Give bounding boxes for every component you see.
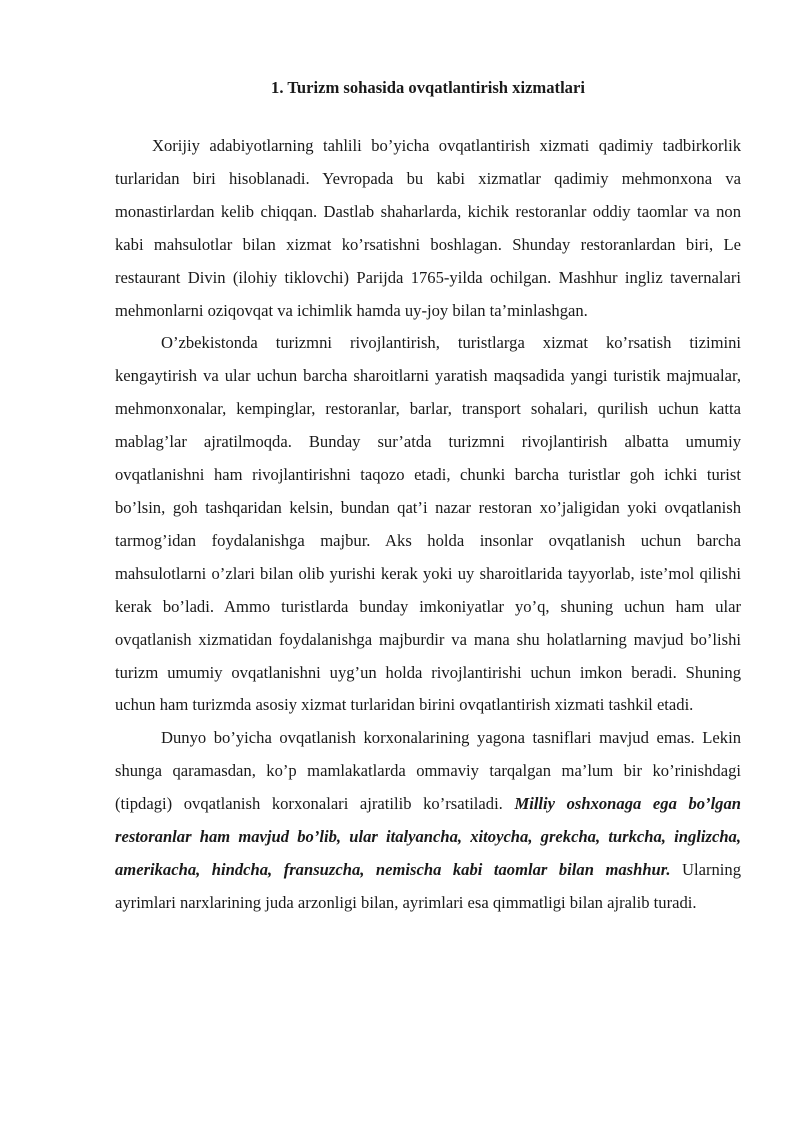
paragraph-classification: [115, 722, 741, 919]
paragraph-history: Xorijiy adabiyotlarning tahlili bo’yicha ovqatlantirish xizmati qadimiy tadbirkorlik turlaridan biri hisoblanadi. Yevropada bu kabi xizmatlar qadimiy mehmonxona va monastirlardan kelib chiqqan. Dastlab shaharlarda, kichik restoranlar oddiy taomlar va non kabi mahsulotlar bilan xizmat ko’rsatishni boshlagan. Shunday restoranlardan biri, Le restaurant Divin (ilohiy tiklovchi) Parijda 1765-yilda ochilgan. Mashhur ingliz tavernalari mehmonlarni oziqovqat va ichimlik hamda uy-joy bilan ta’minlashgan.: [115, 136, 741, 320]
paragraph-uzbekistan: O’zbekistonda turizmni rivojlantirish, turistlarga xizmat ko’rsatish tizimini kengaytirish va ular uchun barcha sharoitlarni yaratish maqsadida yangi turistik majmualar, mehmonxonalar, kempinglar, restoranlar, barlar, transport sohalari, qurilish uchun katta mablag’lar ajratilmoqda. Bunday sur’atda turizmni rivojlantirish albatta umumiy ovqatlanishni ham rivojlantirishni taqozo etadi, chunki barcha turistlar goh ichki turist bo’lsin, goh tashqaridan kelsin, bundan qat’i nazar restoran xo’jaligidan yoki ovqatlanish tarmog’idan foydalanishga majbur. Aks holda insonlar ovqatlanish uchun barcha mahsulotlarni o’zlari bilan olib yurishi kerak yoki uy sharoitlarida tayyorlab, iste’mol qilishi kerak bo’ladi. Ammo turistlarda bunday imkoniyatlar yo’q, shuning uchun ham ular ovqatlanish xizmatidan foydalanishga majburdir va mana shu holatlarning mavjud bo’lishi turizm umumiy ovqatlanishni uyg’un holda rivojlantirishi uchun imkon beradi. Shuning uchun ham turizmda asosiy xizmat turlaridan birini ovqatlantirish xizmati tashkil etadi.: [115, 333, 741, 715]
section-title: 1. Turizm sohasida ovqatlantirish xizmatlari: [271, 78, 585, 97]
paragraph-classification-emphasis: Milliy oshxonaga ega bo’lgan restoranlar ham mavjud bo’lib, ular italyancha, xitoycha, grekcha, turkcha, inglizcha, amerikacha, hindcha, fransuzcha, nemischa kabi taomlar bilan mashhur.: [115, 794, 742, 879]
paragraph-classification-intro: Dunyo bo’yicha ovqatlanish korxonalarining yagona tasniflari mavjud emas. Lekin shunga qaramasdan, ko’p mamlakatlarda ommaviy tarqalgan ma’lum bir ko’rinishdagi (tipdagi) ovqatlanish korxonalari ajratilib ko’rsatiladi.: [115, 728, 741, 814]
paragraph-classification-outro: Ularning ayrimlari narxlarining juda arzonligi bilan, ayrimlari esa qimmatligi bilan ajralib turadi.: [115, 859, 741, 912]
document-page: [115, 72, 741, 920]
